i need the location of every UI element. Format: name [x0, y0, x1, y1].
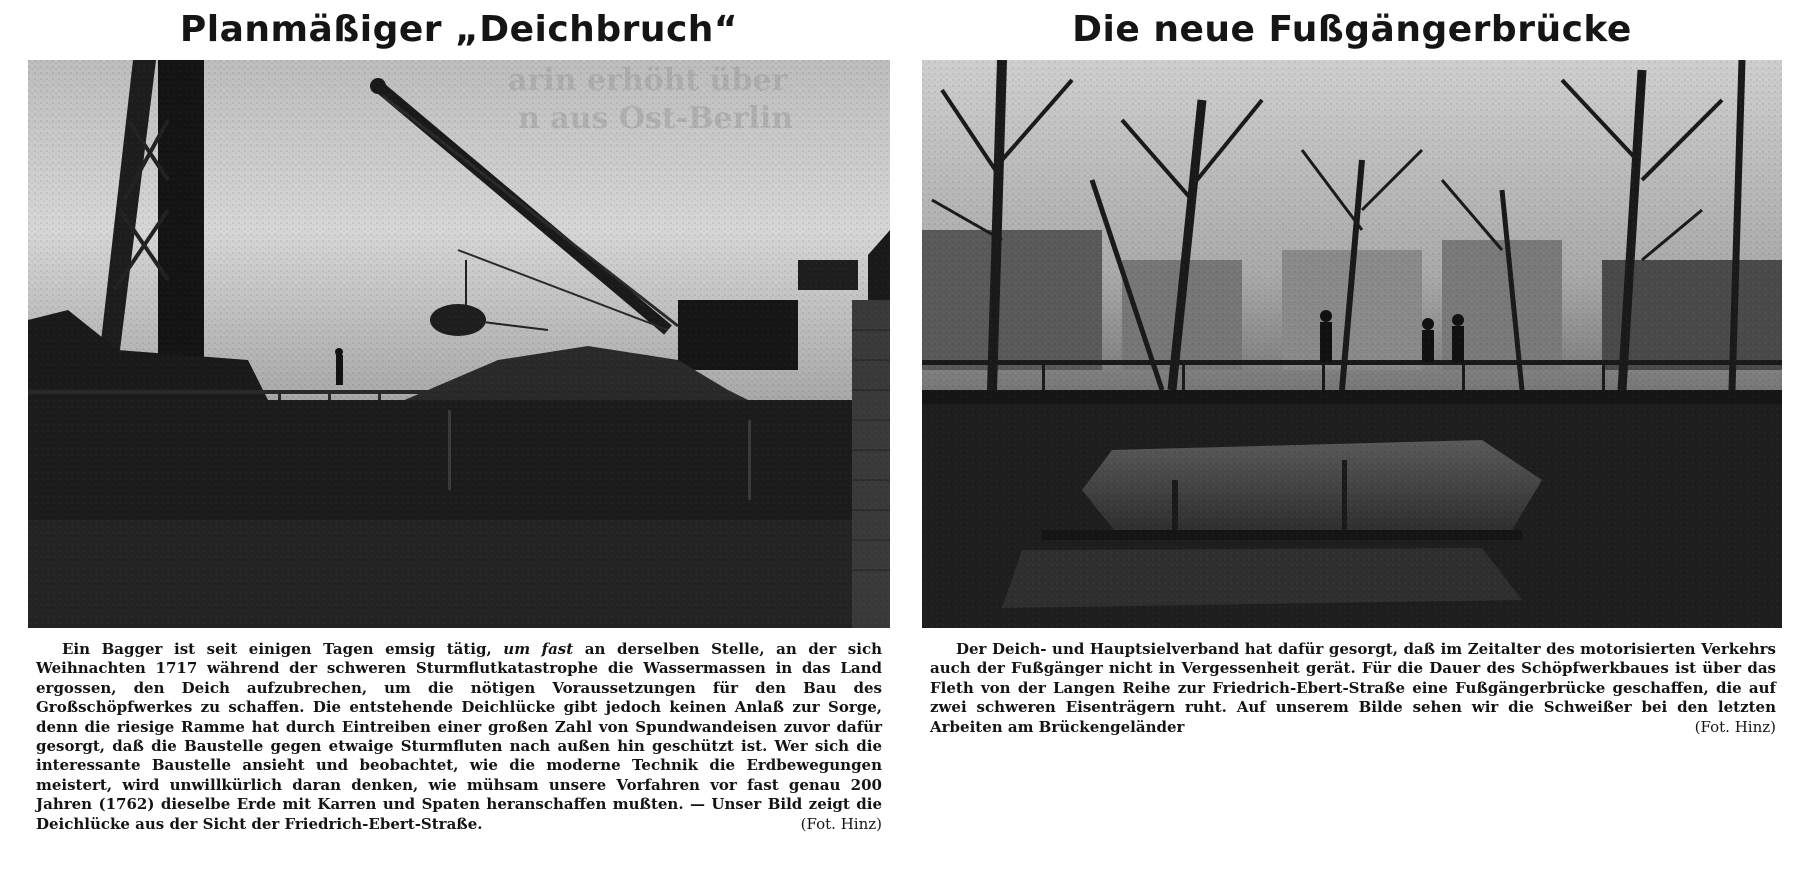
caption-emphasis: um fast — [503, 640, 574, 658]
caption-text-start: Ein Bagger ist seit einigen Tagen emsig tätig, — [62, 640, 492, 658]
photo-footbridge — [922, 60, 1782, 628]
caption-text-rest: an derselben Stelle, an der sich Weihnachten 1717 während der schweren Sturmflutkatastrophe die Wassermassen in das Land ergossen, den Deich aufzubrechen, um die nötigen Voraussetzungen für den Bau des Großschöpfwerkes zu schaffen. Die entstehende Deichlücke gibt jedoch keinen Anlaß zur Sorge, denn die riesige Ramme hat durch Eintreiben einer großen Zahl von Spundwandeisen zuvor dafür gesorgt, daß die Baustelle gegen etwaige Sturmfluten nach außen hin geschützt ist. Wer sich die interessante Baustelle ansieht und beobachtet, wie die moderne Technik die Erdbewegungen meistert, wird unwillkürlich daran denken, wie mühsam unsere Vorfahren vor fast genau 200 Jahren (1762) dieselbe Erde mit Karren und Spaten heranschaffen mußten. — Unser Bild zeigt die Deichlücke aus der Sicht der Friedrich-Ebert-Straße. — [36, 640, 882, 833]
photo-credit: (Fot. Hinz) — [1694, 717, 1776, 736]
caption — [36, 640, 882, 834]
caption-text: Der Deich- und Hauptsielverband hat dafür gesorgt, daß im Zeitalter des motorisierten Verkehrs auch der Fußgänger nicht in Vergessenheit gerät. Für die Dauer des Schöpfwerkbaues ist über das Fleth von der Langen Reihe zur Friedrich-Ebert-Straße eine Fußgängerbrücke geschaffen, die auf zwei schweren Eisenträgern ruht. Auf unserem Bilde sehen wir die Schweißer bei den letzten Arbeiten am Brückengeländer — [930, 640, 1776, 736]
article-deichbruch — [28, 0, 890, 849]
headline: Planmäßiger „Deichbruch“ — [179, 9, 739, 50]
article-fussgaengerbruecke — [922, 0, 1782, 752]
photo-credit: (Fot. Hinz) — [800, 814, 882, 833]
headline: Die neue Fußgängerbrücke — [1072, 9, 1632, 50]
caption — [930, 640, 1776, 737]
photo-dike-breach — [28, 60, 890, 628]
